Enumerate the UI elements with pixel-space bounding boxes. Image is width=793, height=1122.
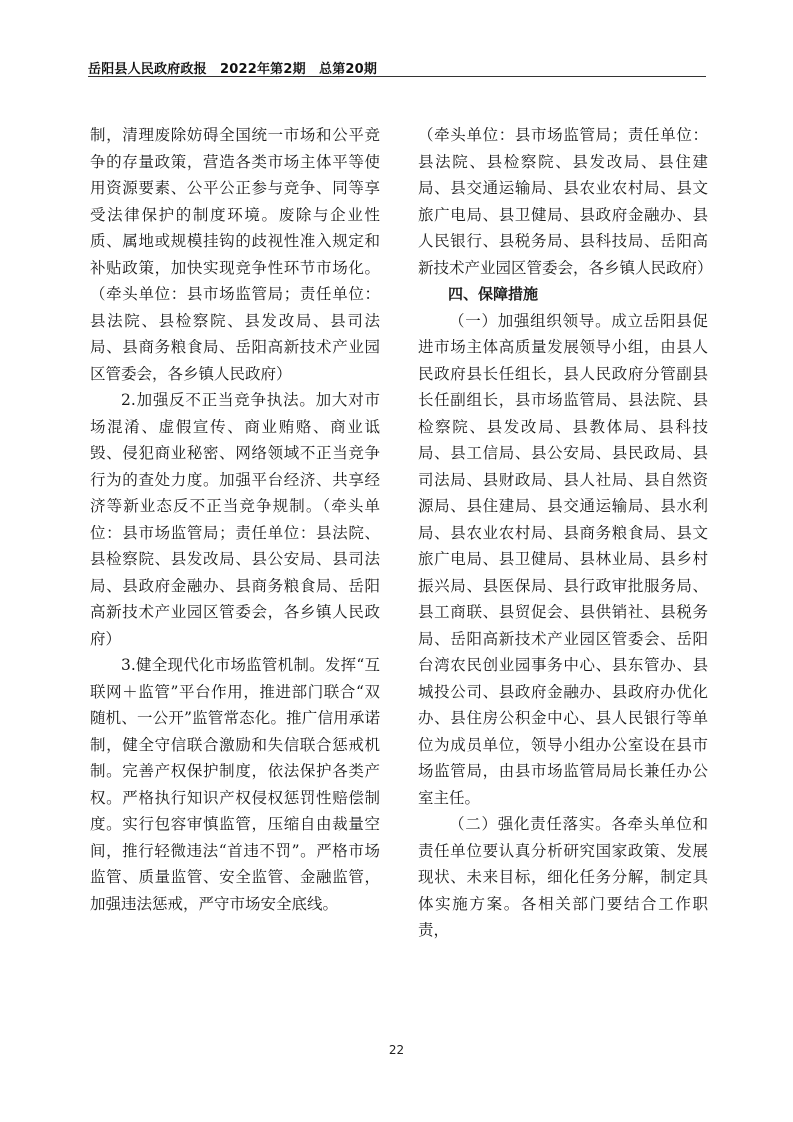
paragraph-lead: （二）强化责任落实。 (449, 815, 612, 833)
paragraph-body: 成立岳阳县促进市场主体高质量发展领导小组，由县人民政府县长任组长，县人民政府分管副县长任副组长，县市场监管局、县法院、县检察院、县发改局、县教体局、县科技局、县工信局、县公安局、县民政局、县司法局、县财政局、县人社局、县自然资源局、县住建局、县交通运输局、县水利局、县农业农村局、县商务粮食局、县文旅广电局、县卫健局、县林业局、县乡村振兴局、县医保局、县行政审批服务局、县工商联、县贸促会、县供销社、县税务局、岳阳高新技术产业园区管委会、岳阳台湾农民创业园事务中心、县东管办、县城投公司、县政府金融办、县政府办优化办、县住房公积金中心、县人民银行等单位为成员单位，领导小组办公室设在县市场监管局，由县市场监管局局长兼任办公室主任。 (418, 311, 708, 807)
paragraph-responsible-units: （牵头单位：县市场监管局；责任单位：县法院、县检察院、县发改局、县住建局、县交通运输局、县农业农村局、县文旅广电局、县卫健局、县政府金融办、县人民银行、县税务局、县科技局、岳阳高新技术产业园区管委会，各乡镇人民政府） (418, 126, 713, 277)
paragraph-lead: （一）加强组织领导。 (449, 311, 612, 330)
paragraph-item-3: 3.健全现代化市场监管机制。发挥“互联网＋监管”平台作用，推进部门联合“双随机、一公开”监管常态化。推广信用承诺制，健全守信联合激励和失信联合惩戒机制。完善产权保护制度，依法保护各类产权。严格执行知识产权侵权惩罚性赔偿制度。实行包容审慎监管，压缩自由裁量空间，推行轻微违法“首违不罚”。严格市场监管、质量监管、安全监管、金融监管，加强违法惩戒，严守市场安全底线。 (90, 656, 380, 913)
paragraph-continuation: 制，清理废除妨碍全国统一市场和公平竞争的存量政策，营造各类市场主体平等使用资源要素、公平公正参与竞争、同等享受法律保护的制度环境。废除与企业性质、属地或规模挂钩的歧视性准入规定和补贴政策，加快实现竞争性环节市场化。（牵头单位：县市场监管局；责任单位：县法院、县检察院、县发改局、县司法局、县商务粮食局、岳阳高新技术产业园区管委会，各乡镇人民政府） (90, 126, 380, 383)
left-column (90, 122, 380, 917)
paragraph-body: 各牵头单位和责任单位要认真分析研究国家政策、发展现状、未来目标，细化任务分解，制定具体实施方案。各相关部门要结合工作职责， (418, 815, 708, 939)
header-rule (88, 76, 706, 77)
right-column (418, 122, 713, 944)
paragraph-item-2: 2.加强反不正当竞争执法。加大对市场混淆、虚假宣传、商业贿赂、商业诋毁、侵犯商业秘密、网络领域不正当竞争行为的查处力度。加强平台经济、共享经济等新业态反不正当竞争规制。（牵头单位：县市场监管局；责任单位：县法院、县检察院、县发改局、县公安局、县司法局、县政府金融办、县商务粮食局、岳阳高新技术产业园区管委会，各乡镇人民政府） (90, 391, 380, 648)
section-heading: 四、保障措施 (448, 285, 539, 303)
paragraph-organization (418, 308, 708, 812)
page-number: 22 (388, 1043, 405, 1057)
paragraph-responsibility (418, 811, 708, 944)
running-header: 岳阳县人民政府政报 2022年第2期 总第20期 (88, 62, 378, 77)
